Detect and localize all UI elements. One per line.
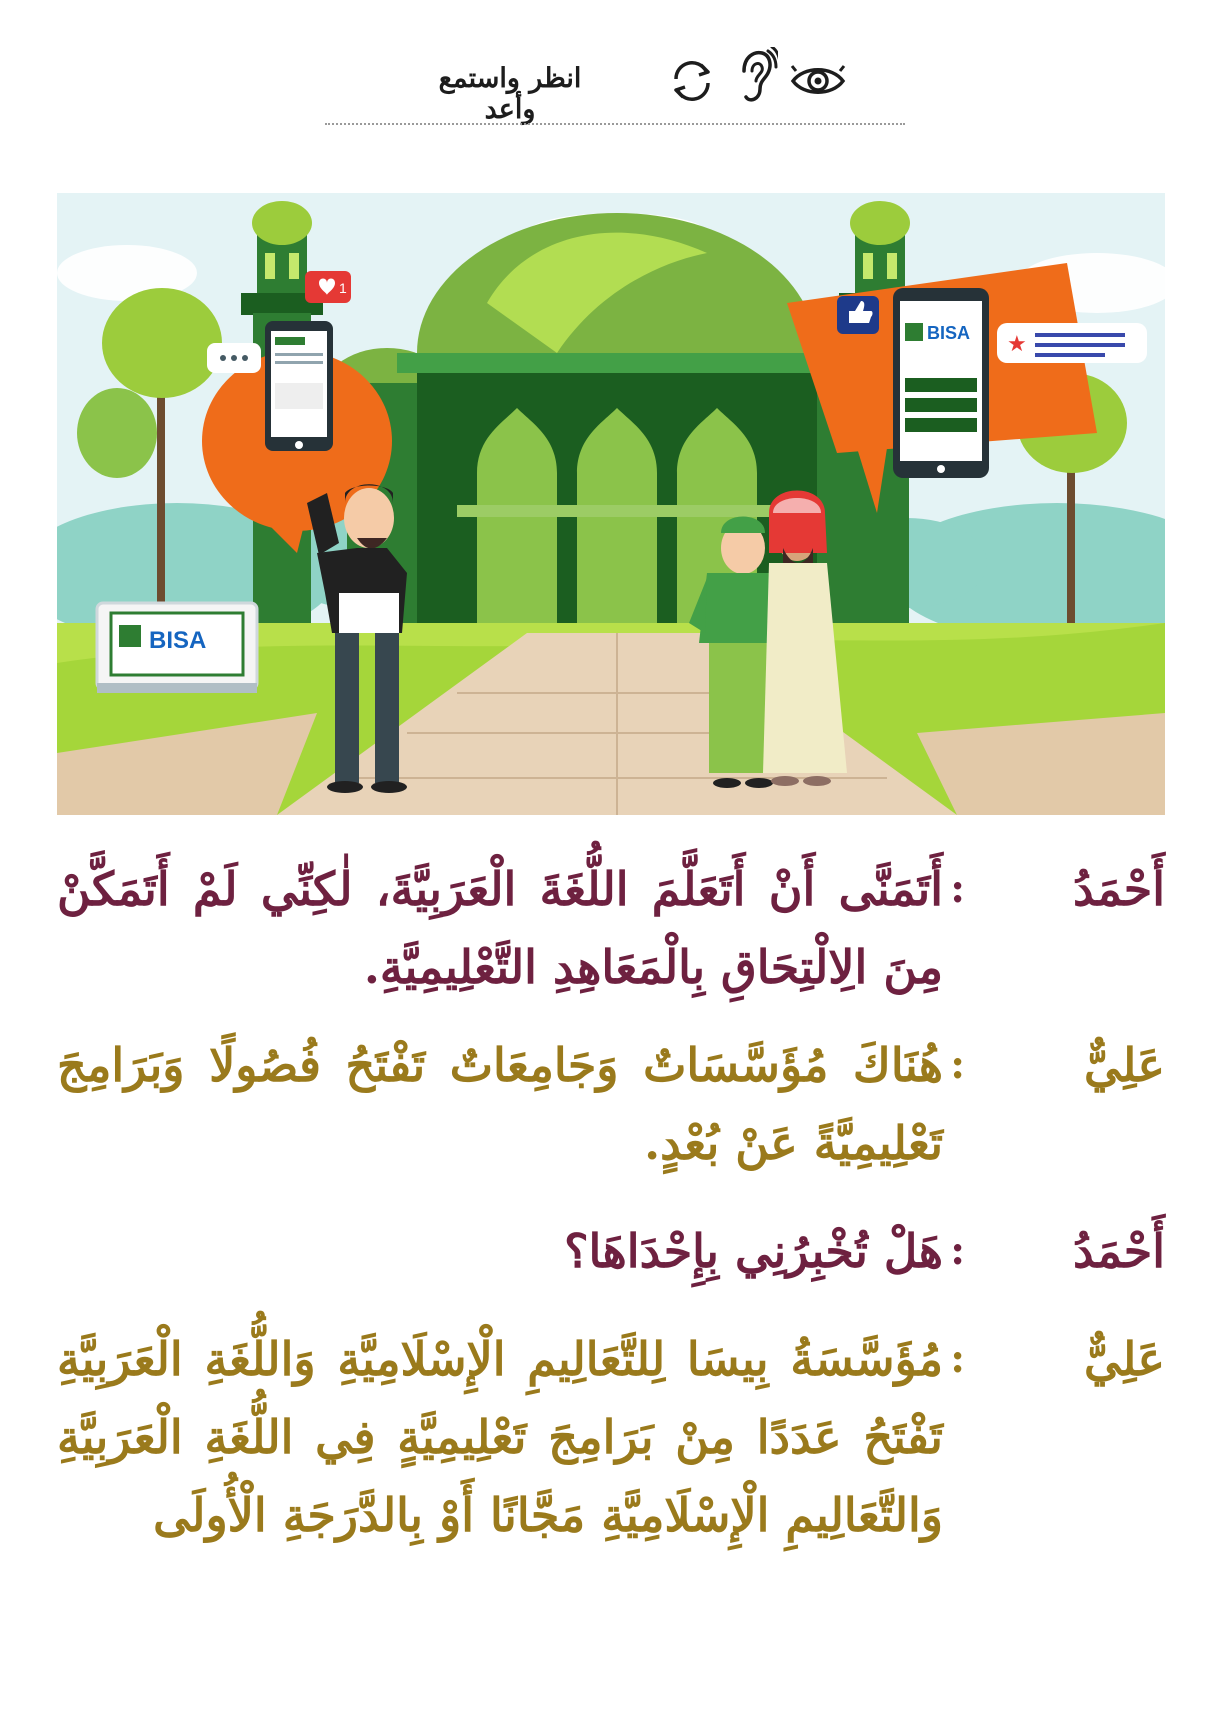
utterance-line: وَالتَّعَالِيمِ الْإِسْلَامِيَّةِ مَجَّانًا أَوْ بِالدَّرَجَةِ الْأُولَى: [153, 1488, 943, 1542]
utterance: [57, 1320, 943, 1554]
refresh-icon: [668, 59, 716, 107]
dialogue: [57, 850, 1165, 1554]
utterance-line: تَفْتَحُ عَدَدًا مِنْ بَرَامِجَ تَعْلِيمِيَّةٍ فِي اللُّغَةِ الْعَرَبِيَّةِ: [57, 1410, 943, 1464]
dialogue-turn-ali-2: [57, 1320, 1165, 1554]
speaker-colon: :: [950, 865, 965, 912]
page-header: [0, 45, 1218, 135]
header-divider: [325, 123, 905, 125]
phone-brand: BISA: [927, 323, 971, 343]
utterance: [57, 1212, 943, 1290]
utterance: [57, 850, 943, 1006]
speaker-name: عَلِيٌّ: [1083, 1038, 1165, 1092]
speaker-name: أَحْمَدُ: [1073, 1224, 1165, 1278]
mosque-illustration: [57, 193, 1165, 815]
dialogue-turn-ali-1: [57, 1026, 1165, 1182]
notification-count: 1: [339, 280, 347, 296]
utterance-line: مِنَ الِالْتِحَاقِ بِالْمَعَاهِدِ التَّعْلِيمِيَّةِ.: [363, 940, 943, 994]
speaker-name: أَحْمَدُ: [1073, 862, 1165, 916]
speaker-name: عَلِيٌّ: [1083, 1332, 1165, 1386]
utterance-line: تَعْلِيمِيَّةً عَنْ بُعْدٍ.: [644, 1116, 943, 1170]
utterance-line: مُؤَسَّسَةُ بِيسَا لِلتَّعَالِيمِ الْإِسْلَامِيَّةِ وَاللُّغَةِ الْعَرَبِيَّةِ: [57, 1332, 943, 1386]
speaker-colon: :: [950, 1335, 965, 1382]
dialogue-turn-ahmad-1: [57, 850, 1165, 1006]
page-title: انظر واستمع وأعد: [438, 63, 582, 125]
utterance: [57, 1026, 943, 1182]
eye-icon: [790, 61, 846, 105]
utterance-line: هُنَاكَ مُؤَسَّسَاتٌ وَجَامِعَاتٌ تَفْتَحُ فُصُولًا وَبَرَامِجَ: [57, 1038, 943, 1092]
utterance-line: أَتَمَنَّى أَنْ أَتَعَلَّمَ اللُّغَةَ الْعَرَبِيَّةَ، لٰكِنِّي لَمْ أَتَمَكَّنْ: [57, 862, 943, 916]
sign-brand: BISA: [149, 627, 207, 654]
speaker-colon: :: [950, 1041, 965, 1088]
speaker-colon: :: [950, 1227, 965, 1274]
dialogue-turn-ahmad-2: [57, 1212, 1165, 1290]
utterance-line: هَلْ تُخْبِرُنِي بِإِحْدَاهَا؟: [564, 1224, 943, 1278]
star-glyph: ★: [1007, 332, 1027, 357]
ear-icon: [738, 47, 778, 113]
